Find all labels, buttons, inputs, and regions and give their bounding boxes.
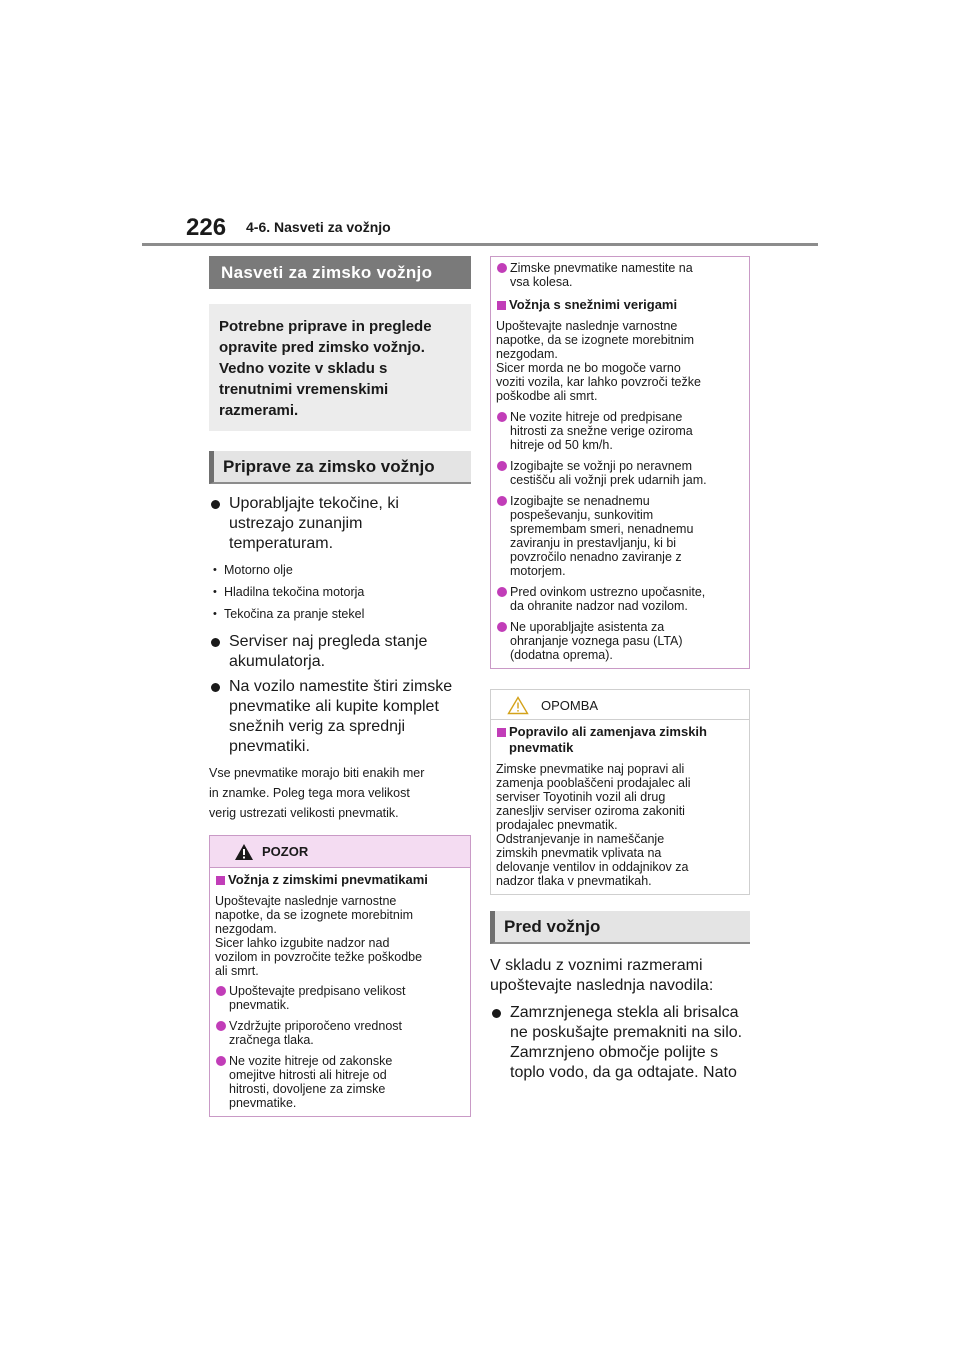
intro-line: trenutnimi vremenskimi	[219, 381, 389, 398]
sub-heading-before-driving: Pred vožnjo	[490, 911, 750, 944]
text-line: omejitve hitrosti ali hitreje od	[229, 1068, 387, 1082]
list-item: • Tekočina za pranje stekel	[209, 606, 471, 622]
intro-box	[209, 304, 471, 431]
text-line: spremembam smeri, nenadnemu	[510, 522, 694, 536]
text-line: Ne vozite hitreje od predpisane	[510, 410, 683, 424]
text-line: akumulatorja.	[229, 653, 326, 670]
text-line: ali smrt.	[215, 964, 259, 978]
warning-point	[215, 984, 465, 1012]
note-header	[491, 690, 749, 720]
note-body	[491, 720, 749, 894]
left-column	[209, 256, 471, 1117]
sub-heading-preparations: Priprave za zimsko vožnjo	[209, 451, 471, 484]
text-line: vozilom in povzročite težke poškodbe	[215, 950, 423, 964]
text-line: Zamrznjenega stekla ali brisalca	[510, 1004, 739, 1021]
before-driving-intro	[490, 956, 750, 996]
text-line: zamenja pooblaščeni prodajalec ali	[496, 776, 691, 790]
text-line: Sicer morda ne bo mogoče varno	[496, 361, 681, 375]
intro-line: opravite pred zimsko vožnjo.	[219, 339, 425, 356]
text-line: napotke, da se izognete morebitnim	[496, 333, 695, 347]
note-text	[496, 762, 744, 888]
intro-line: razmerami.	[219, 402, 299, 419]
text-line: ohranjanje voznega pasu (LTA)	[510, 634, 683, 648]
text-line: snežnih verig za sprednji	[229, 718, 406, 735]
text-line: nezgodam.	[496, 347, 558, 361]
list-item	[209, 494, 471, 554]
text-line: poškodbe ali smrt.	[496, 389, 598, 403]
warning-point	[496, 261, 744, 289]
text-line: zračnega tlaka.	[229, 1033, 314, 1047]
text-line: Sicer lahko izgubite nadzor nad	[215, 936, 390, 950]
text-line: zaviranju in prestavljanju, ki bi	[510, 536, 677, 550]
warning-point	[496, 410, 744, 452]
warning-point	[496, 459, 744, 487]
list-item: • Motorno olje	[209, 562, 471, 578]
right-column	[490, 256, 750, 1083]
text-line: toplo vodo, da ga odtajate. Nato	[510, 1064, 737, 1081]
text-line: Zamrznjeno območje polijte s	[510, 1044, 719, 1061]
note-label: OPOMBA	[541, 698, 599, 713]
warning-point	[496, 494, 744, 578]
text-line: Uporabljajte tekočine, ki	[229, 495, 399, 512]
warning-label: POZOR	[262, 844, 309, 859]
main-heading: Nasveti za zimsko vožnjo	[209, 256, 471, 289]
tire-note	[209, 763, 471, 823]
note-box	[490, 689, 750, 895]
warning-header	[210, 836, 470, 868]
text-line: V skladu z voznimi razmerami	[490, 957, 703, 974]
text-line: upoštevajte naslednja navodila:	[490, 977, 714, 994]
text-line: zimskih pnevmatik vplivata na	[496, 846, 662, 860]
warning-intro	[496, 319, 744, 403]
text-line: Izogibajte se vožnji po neravnem	[510, 459, 693, 473]
text-line: Serviser naj pregleda stanje	[229, 633, 428, 650]
page-number: 226	[186, 214, 227, 241]
warning-point	[496, 585, 744, 613]
text-line: Vzdržujte priporočeno vrednost	[229, 1019, 403, 1033]
text-line: Ne vozite hitreje od zakonske	[229, 1054, 393, 1068]
text-line: hitrosti, dovoljene za zimske	[229, 1082, 386, 1096]
intro-line: Vedno vozite v skladu s	[219, 360, 388, 377]
text-line: zanesljiv serviser oziroma zakoniti	[496, 804, 685, 818]
list-item: • Hladilna tekočina motorja	[209, 584, 471, 600]
text-line: pospeševanju, sunkovitim	[510, 508, 654, 522]
note-item-title	[496, 724, 744, 756]
text-line: Pred ovinkom ustrezno upočasnite,	[510, 585, 706, 599]
text-line: Upoštevajte naslednje varnostne	[496, 319, 678, 333]
warning-point	[215, 1054, 465, 1110]
text-line: pnevmatike ali kupite komplet	[229, 698, 439, 715]
text-line: hitrosti za snežne verige oziroma	[510, 424, 693, 438]
section-title: 4-6. Nasveti za vožnjo	[246, 219, 391, 235]
text-line: Izogibajte se nenadnemu	[510, 494, 650, 508]
text-line: Zimske pnevmatike namestite na	[510, 261, 693, 275]
warning-body	[210, 868, 470, 1116]
text-line: temperaturam.	[229, 535, 334, 552]
text-line: Upoštevajte predpisano velikost	[229, 984, 406, 998]
warning-triangle-icon	[234, 843, 254, 866]
text-line: Vse pnevmatike morajo biti enakih mer	[209, 766, 425, 780]
text-line: Popravilo ali zamenjava zimskih	[509, 724, 707, 739]
list-item	[490, 1003, 750, 1083]
list-item	[209, 677, 471, 757]
caution-triangle-icon	[507, 696, 529, 720]
text-line: (dodatna oprema).	[510, 648, 613, 662]
text-line: Odstranjevanje in nameščanje	[496, 832, 665, 846]
header-divider	[142, 243, 818, 246]
text-line: povzročilo nenadno zaviranje z	[510, 550, 682, 564]
text-line: Upoštevajte naslednje varnostne	[215, 894, 397, 908]
text-line: serviser Toyotinih vozil ali drug	[496, 790, 666, 804]
text-line: ustrezajo zunanjim	[229, 515, 363, 532]
text-line: delovanje ventilov in oddajnikov za	[496, 860, 689, 874]
text-line: Na vozilo namestite štiri zimske	[229, 678, 453, 695]
warning-point	[215, 1019, 465, 1047]
warning-intro	[215, 894, 465, 978]
warning-box-continued	[490, 256, 750, 669]
list-item	[209, 632, 471, 672]
text-line: pnevmatike.	[229, 1096, 297, 1110]
text-line: in znamke. Poleg tega mora velikost	[209, 786, 410, 800]
warning-body	[491, 257, 749, 668]
text-line: vsa kolesa.	[510, 275, 573, 289]
text-line: prodajalec pnevmatik.	[496, 818, 618, 832]
intro-line: Potrebne priprave in preglede	[219, 318, 432, 335]
text-line: cestišču ali vožnji prek udarnih jam.	[510, 473, 707, 487]
warning-item-title: Vožnja z zimskimi pnevmatikami	[215, 872, 465, 888]
text-line: napotke, da se izognete morebitnim	[215, 908, 414, 922]
text-line: verig ustrezati velikosti pnevmatik.	[209, 806, 399, 820]
text-line: Ne uporabljajte asistenta za	[510, 620, 665, 634]
text-line: pnevmatik	[509, 740, 574, 755]
text-line: pnevmatiki.	[229, 738, 310, 755]
text-line: motorjem.	[510, 564, 566, 578]
warning-box	[209, 835, 471, 1117]
text-line: pnevmatik.	[229, 998, 290, 1012]
text-line: Zimske pnevmatike naj popravi ali	[496, 762, 685, 776]
warning-point	[496, 620, 744, 662]
text-line: hitreje od 50 km/h.	[510, 438, 613, 452]
warning-item-title: Vožnja s snežnimi verigami	[496, 297, 744, 313]
text-line: ne poskušajte premakniti na silo.	[510, 1024, 743, 1041]
text-line: nadzor tlaka v pnevmatikah.	[496, 874, 652, 888]
text-line: nezgodam.	[215, 922, 277, 936]
text-line: da ohranite nadzor nad vozilom.	[510, 599, 688, 613]
text-line: voziti vozila, kar lahko povzroči težke	[496, 375, 701, 389]
